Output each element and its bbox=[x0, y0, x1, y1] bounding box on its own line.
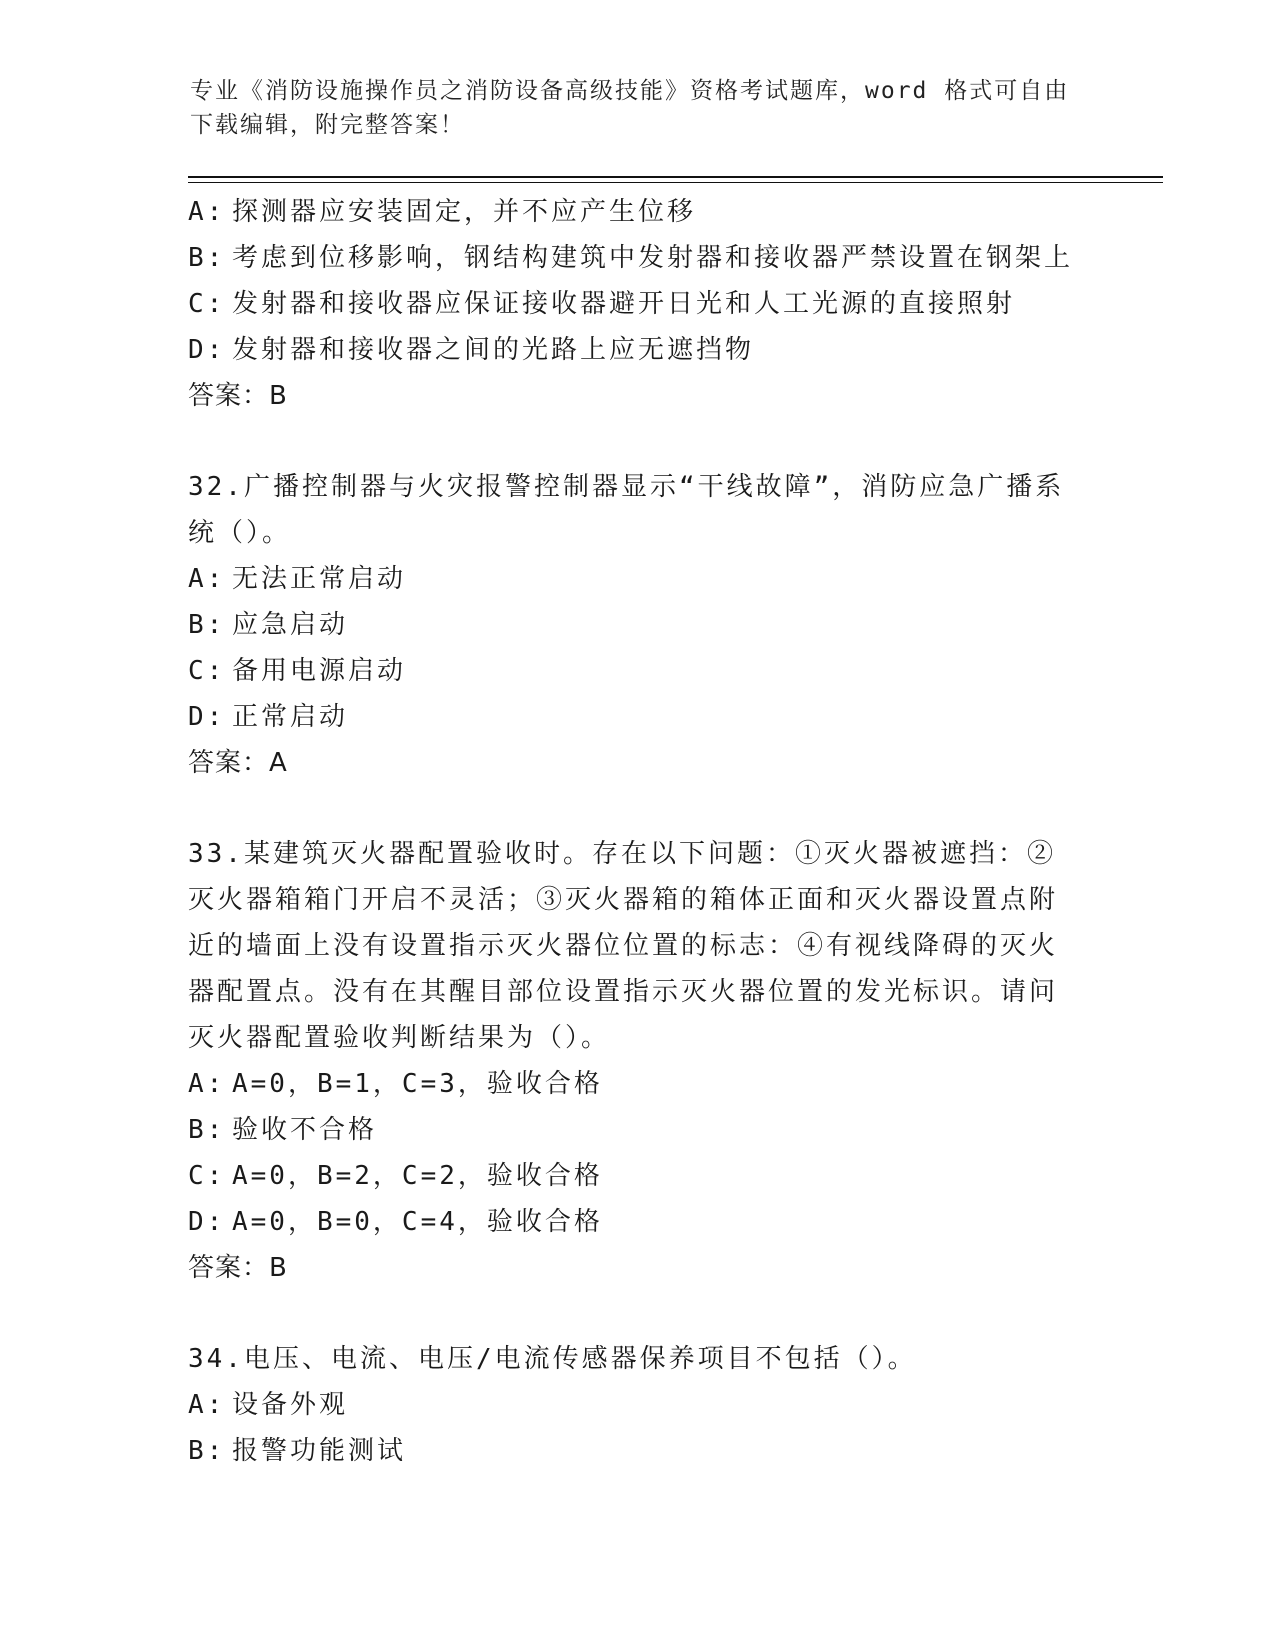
header-divider-thin bbox=[188, 182, 1163, 183]
option-a: A: 无法正常启动 bbox=[188, 564, 407, 594]
answer: 答案：A bbox=[188, 748, 288, 778]
answer: 答案：B bbox=[188, 381, 288, 411]
question-stem: 32.广播控制器与火灾报警控制器显示“干线故障”，消防应急广播系统（）。 bbox=[188, 472, 1065, 548]
question-32 bbox=[188, 464, 1088, 786]
option-c: C: 备用电源启动 bbox=[188, 656, 407, 686]
question-stem: 34.电压、电流、电压/电流传感器保养项目不包括（）。 bbox=[188, 1344, 917, 1374]
answer: 答案：B bbox=[188, 1253, 288, 1283]
option-b: B: 验收不合格 bbox=[188, 1115, 378, 1145]
option-c: C: A=0，B=2，C=2，验收合格 bbox=[188, 1161, 603, 1191]
question-31-continued bbox=[188, 189, 1088, 419]
option-b: B: 报警功能测试 bbox=[188, 1436, 407, 1466]
option-d: D: 发射器和接收器之间的光路上应无遮挡物 bbox=[188, 335, 755, 365]
option-b: B: 考虑到位移影响，钢结构建筑中发射器和接收器严禁设置在钢架上 bbox=[188, 243, 1074, 273]
option-a: A: A=0，B=1，C=3，验收合格 bbox=[188, 1069, 603, 1099]
option-d: D: 正常启动 bbox=[188, 702, 349, 732]
question-34 bbox=[188, 1336, 1088, 1474]
option-c: C: 发射器和接收器应保证接收器避开日光和人工光源的直接照射 bbox=[188, 289, 1016, 319]
question-33 bbox=[188, 831, 1088, 1291]
option-a: A: 探测器应安装固定，并不应产生位移 bbox=[188, 197, 697, 227]
document-header: 专业《消防设施操作员之消防设备高级技能》资格考试题库，word 格式可自由下载编辑，附完整答案！ bbox=[190, 78, 1070, 138]
question-stem: 33.某建筑灭火器配置验收时。存在以下问题：①灭火器被遮挡：②灭火器箱箱门开启不灵活；③灭火器箱的箱体正面和灭火器设置点附近的墙面上没有设置指示灭火器位位置的标志：④有视线降碍的灭火器配置点。没有在其醒目部位设置指示灭火器位置的发光标识。请问灭火器配置验收判断结果为（）。 bbox=[188, 839, 1059, 1053]
option-a: A: 设备外观 bbox=[188, 1390, 349, 1420]
option-d: D: A=0，B=0，C=4，验收合格 bbox=[188, 1207, 603, 1237]
header-divider bbox=[188, 176, 1163, 178]
question-content bbox=[188, 189, 1088, 1474]
option-b: B: 应急启动 bbox=[188, 610, 349, 640]
